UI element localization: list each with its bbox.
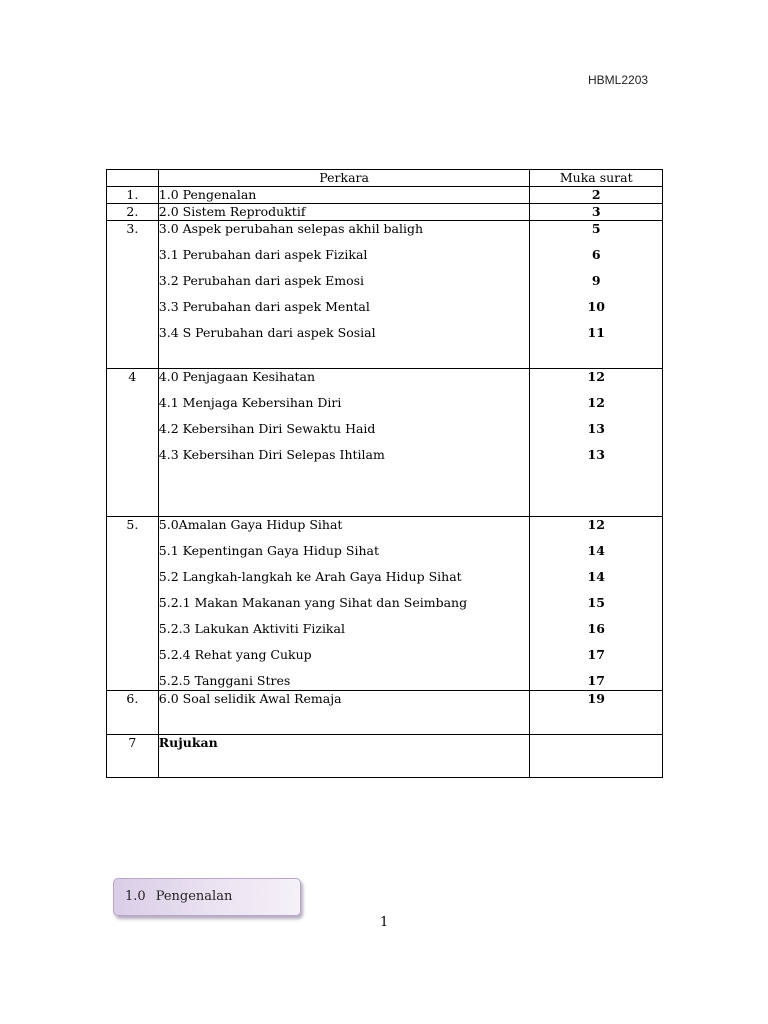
entry-title: 5.2 Langkah-langkah ke Arah Gaya Hidup Sihat xyxy=(158,569,462,584)
page-number: 1 xyxy=(380,915,389,930)
entry-page: 10 xyxy=(587,299,605,314)
table-row xyxy=(107,691,663,735)
entry-title: 5.2.1 Makan Makanan yang Sihat dan Seimbang xyxy=(158,595,468,610)
row-titles xyxy=(158,369,530,517)
entry-page: 9 xyxy=(591,273,601,288)
entry-title: 3.1 Perubahan dari aspek Fizikal xyxy=(158,247,368,262)
entry-title: 4.1 Menjaga Kebersihan Diri xyxy=(158,395,342,410)
header-number-cell xyxy=(107,170,159,187)
table-of-contents xyxy=(106,169,663,778)
row-titles xyxy=(158,187,530,204)
section-heading-pengenalan[interactable] xyxy=(113,878,301,916)
table-header-row xyxy=(107,170,663,187)
row-pages xyxy=(530,735,663,778)
entry-title: 5.2.3 Lakukan Aktiviti Fizikal xyxy=(158,621,345,636)
row-titles xyxy=(158,691,530,735)
row-pages xyxy=(530,204,663,221)
entry-page: 11 xyxy=(587,325,605,340)
table-row xyxy=(107,369,663,517)
entry-title: 3.4 S Perubahan dari aspek Sosial xyxy=(158,325,376,340)
row-titles xyxy=(158,735,530,778)
table-row xyxy=(107,187,663,204)
entry-page: 14 xyxy=(587,569,605,584)
entry-title: 1.0 Pengenalan xyxy=(158,187,257,202)
table-row xyxy=(107,204,663,221)
table-row xyxy=(107,517,663,691)
entry-title: 3.2 Perubahan dari aspek Emosi xyxy=(158,273,365,288)
entry-title: Rujukan xyxy=(158,735,218,750)
entry-page: 2 xyxy=(591,187,601,202)
entry-title: 2.0 Sistem Reproduktif xyxy=(158,204,306,219)
entry-page: 12 xyxy=(587,517,605,532)
entry-page: 6 xyxy=(591,247,601,262)
entry-page: 14 xyxy=(587,543,605,558)
row-titles xyxy=(158,204,530,221)
table-row xyxy=(107,221,663,369)
row-number: 3. xyxy=(107,221,159,369)
header-item: Perkara xyxy=(158,170,530,187)
document-code: HBML2203 xyxy=(588,73,649,87)
row-pages xyxy=(530,517,663,691)
entry-title: 4.3 Kebersihan Diri Selepas Ihtilam xyxy=(158,447,385,462)
entry-page: 17 xyxy=(587,673,605,688)
row-titles xyxy=(158,221,530,369)
header-page: Muka surat xyxy=(530,170,663,187)
entry-page: 13 xyxy=(587,421,605,436)
entry-page: 15 xyxy=(587,595,605,610)
entry-title: 5.1 Kepentingan Gaya Hidup Sihat xyxy=(158,543,379,558)
entry-title: 3.0 Aspek perubahan selepas akhil baligh xyxy=(158,221,424,236)
row-number: 7 xyxy=(107,735,159,778)
entry-title: 5.2.5 Tanggani Stres xyxy=(158,673,291,688)
table-row xyxy=(107,735,663,778)
entry-page: 12 xyxy=(587,395,605,410)
row-number: 6. xyxy=(107,691,159,735)
entry-page: 19 xyxy=(587,691,605,706)
section-number: 1.0 xyxy=(125,889,146,904)
entry-page: 16 xyxy=(587,621,605,636)
entry-title: 5.2.4 Rehat yang Cukup xyxy=(158,647,312,662)
row-pages xyxy=(530,221,663,369)
row-number: 4 xyxy=(107,369,159,517)
entry-page xyxy=(530,735,662,751)
row-number: 5. xyxy=(107,517,159,691)
entry-page: 3 xyxy=(591,204,601,219)
row-number: 1. xyxy=(107,187,159,204)
row-pages xyxy=(530,369,663,517)
entry-page: 12 xyxy=(587,369,605,384)
section-label: Pengenalan xyxy=(155,889,233,904)
entry-page: 17 xyxy=(587,647,605,662)
row-pages xyxy=(530,691,663,735)
row-number: 2. xyxy=(107,204,159,221)
row-pages xyxy=(530,187,663,204)
entry-title: 6.0 Soal selidik Awal Remaja xyxy=(158,691,342,706)
row-titles xyxy=(158,517,530,691)
entry-title: 5.0Amalan Gaya Hidup Sihat xyxy=(158,517,343,532)
entry-title: 4.2 Kebersihan Diri Sewaktu Haid xyxy=(158,421,376,436)
entry-page: 13 xyxy=(587,447,605,462)
entry-page: 5 xyxy=(591,221,601,236)
entry-title: 4.0 Penjagaan Kesihatan xyxy=(158,369,316,384)
entry-title: 3.3 Perubahan dari aspek Mental xyxy=(158,299,370,314)
